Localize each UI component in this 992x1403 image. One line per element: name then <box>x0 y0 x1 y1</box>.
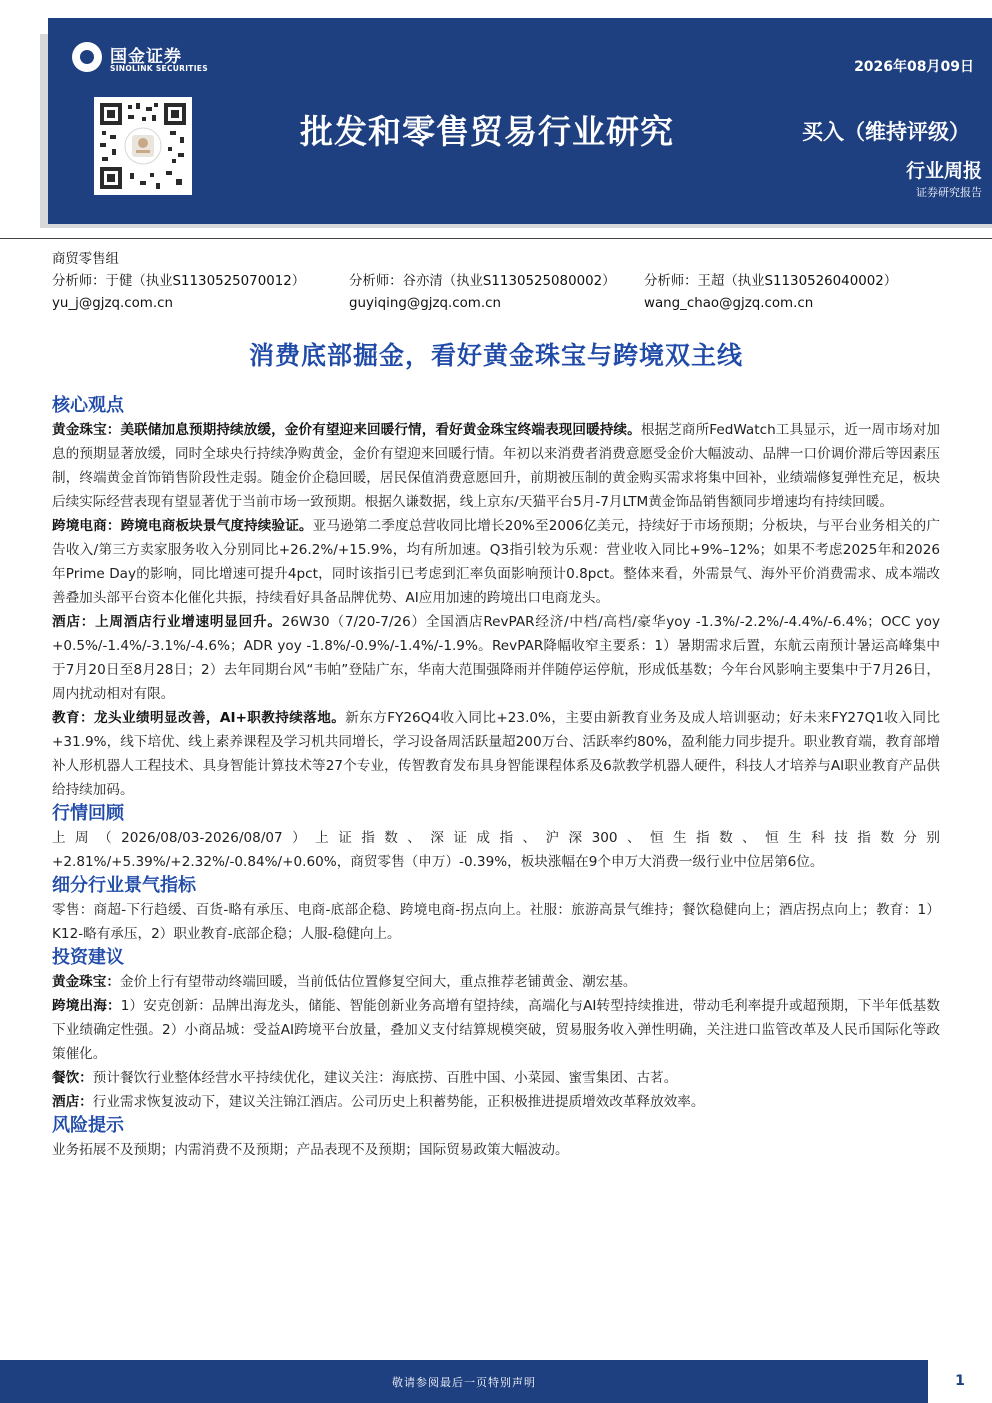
report-headline: 消费底部掘金，看好黄金珠宝与跨境双主线 <box>248 341 743 370</box>
risk-paragraph: 业务拓展不及预期；内需消费不及预期；产品表现不及预期；国际贸易政策大幅波动。 <box>52 1142 569 1158</box>
para-text: 预计餐饮行业整体经营水平持续优化，建议关注：海底捞、百胜中国、小菜园、蜜雪集团、古茗。 <box>92 1070 678 1086</box>
header-divider <box>0 238 992 239</box>
analyst-3 <box>644 271 944 315</box>
report-date: 2026年08月09日 <box>854 59 974 75</box>
analyst-2 <box>349 271 649 315</box>
para-text: 新东方FY26Q4收入同比+23.0%，主要由新教育业务及成人培训驱动；好未来FY27Q1收入同比+31.9%，线下培优、线上素养课程及学习机共同增长，学习设备周活跃量超200万台、活跃率约80%，盈利能力同步提升。职业教育端，教育部增补人形机器人工程技术、具身智能计算技术等27个专业，传智教育发布具身智能课程体系及6款教学机器人硬件，科技人才培养与AI职业教育产品供给持续加码。 <box>52 710 941 798</box>
para-lead: 黄金珠宝：美联储加息预期持续放缓，金价有望迎来回暖行情，看好黄金珠宝终端表现回暖持续。 <box>52 422 641 438</box>
report-body <box>52 394 940 1162</box>
para-lead: 酒店：上周酒店行业增速明显回升。 <box>52 614 282 630</box>
company-logo <box>72 40 232 76</box>
para-lead: 跨境电商：跨境电商板块景气度持续验证。 <box>52 518 313 534</box>
para-lead: 黄金珠宝： <box>52 974 120 990</box>
core-paragraph-gold <box>52 418 940 514</box>
para-text: 金价上行有望带动终端回暖，当前低估位置修复空间大，重点推荐老铺黄金、潮宏基。 <box>119 974 637 990</box>
para-text: 根据芝商所FedWatch工具显示，近一周市场对加息的预期显著放缓，同时全球央行持续净购黄金，金价有望迎来回暖行情。年初以来消费者消费意愿受金价大幅波动、品牌一口价调价滞后等因素压制，终端黄金首饰销售阶段性走弱。随金价企稳回暖，居民保值消费意愿回升，前期被压制的黄金购买需求将集中回补，业绩端修复弹性充足，板块后续实际经营表现有望显著优于当前市场一致预期。根据久谦数据，线上京东/天猫平台5月-7月LTM黄金饰品销售额同步增速均有持续回暖。 <box>52 422 941 510</box>
advice-hotel <box>52 1090 940 1114</box>
analyst-email[interactable]: yu_j@gjzq.com.cn <box>52 296 173 311</box>
report-subtitle: 证券研究报告 <box>916 186 982 199</box>
advice-gold <box>52 970 940 994</box>
logo-name-cn: 国金证券 <box>110 47 182 67</box>
rating-badge: 买入（维持评级） <box>802 120 970 144</box>
analyst-name: 分析师：于健（执业S1130525070012） <box>52 274 306 289</box>
report-type: 行业周报 <box>905 160 982 182</box>
advice-crossborder <box>52 994 940 1066</box>
logo-name-en: SINOLINK SECURITIES <box>110 64 208 73</box>
section-title-core: 核心观点 <box>52 395 124 416</box>
section-title-risk: 风险提示 <box>52 1115 124 1136</box>
analyst-block <box>52 249 898 311</box>
market-paragraph: 上周（2026/08/03-2026/08/07）上证指数、深证成指、沪深300、恒生指数、恒生科技指数分别+2.81%/+5.39%/+2.32%/-0.84%/+0.60%，商贸零售（申万）-0.39%，板块涨幅在9个申万大消费一级行业中位居第6位。 <box>52 830 940 870</box>
analyst-email[interactable]: guyiqing@gjzq.com.cn <box>349 296 501 311</box>
logo-mark-icon <box>72 42 102 72</box>
analyst-name: 分析师：王超（执业S1130526040002） <box>644 274 898 289</box>
section-title-market: 行情回顾 <box>52 803 124 824</box>
analyst-email[interactable]: wang_chao@gjzq.com.cn <box>644 296 814 311</box>
para-text: 1）安克创新：品牌出海龙头，储能、智能创新业务高增有望持续，高端化与AI转型持续推进，带动毛利率提升或超预期，下半年低基数下业绩确定性强。2）小商品城：受益AI跨境平台放量，叠加义支付结算规模突破，贸易服务收入弹性明确，关注进口监管改革及人民币国际化等政策催化。 <box>52 998 941 1062</box>
para-text: 亚马逊第二季度总营收同比增长20%至2006亿美元，持续好于市场预期；分板块，与平台业务相关的广告收入/第三方卖家服务收入分别同比+26.2%/+15.9%，均有所加速。Q3指引较为乐观：营业收入同比+9%–12%；如果不考虑2025年和2026年Prime Day的影响，同比增速可提升4pct，同时该指引已考虑到汇率负面影响预计0.8pct。整体来看，外需景气、海外平价消费需求、成本端改善叠加头部平台资本化催化共振，持续看好具备品牌优势、AI应用加速的跨境出口电商龙头。 <box>52 518 940 606</box>
page-number: 1 <box>928 1360 992 1403</box>
section-title-advice: 投资建议 <box>52 947 124 968</box>
advice-catering <box>52 1066 940 1090</box>
para-text: 26W30（7/20-7/26）全国酒店RevPAR经济/中档/高档/豪华yoy -1.3%/-2.2%/-4.4%/-6.4%；OCC yoy +0.5%/-1.4%/-3.1%/-4.6%；ADR yoy -1.8%/-0.9%/-1.4%/-1.9%。RevPAR降幅收窄主要系：1）暑期需求后置，东航云南预计暑运高峰集中于7月20日至8月28日；2）去年同期台风“韦帕”登陆广东，华南大范围强降雨并伴随停运停航，形成低基数；今年台风影响主要集中于7月26日，周内扰动相对有限。 <box>52 614 940 702</box>
para-lead: 教育：龙头业绩明显改善，AI+职教持续落地。 <box>52 710 346 726</box>
para-lead: 跨境出海： <box>52 998 121 1014</box>
para-text: 行业需求恢复波动下，建议关注锦江酒店。公司历史上积蓄势能，正积极推进提质增效改革释放效率。 <box>92 1094 705 1110</box>
analyst-group: 商贸零售组 <box>52 252 119 267</box>
sub-paragraph: 零售：商超-下行趋缓、百货-略有承压、电商-底部企稳、跨境电商-拐点向上。社服：旅游高景气维持；餐饮稳健向上；酒店拐点向上；教育：1）K12-略有承压，2）职业教育-底部企稳；人服-稳健向上。 <box>52 902 940 942</box>
core-paragraph-crossborder <box>52 514 940 610</box>
footer-disclaimer: 敬请参阅最后一页特别声明 <box>392 1376 536 1389</box>
section-title-sub: 细分行业景气指标 <box>52 875 196 896</box>
analyst-name: 分析师：谷亦清（执业S1130525080002） <box>349 274 616 289</box>
report-title: 批发和零售贸易行业研究 <box>300 112 674 151</box>
qr-code-icon[interactable] <box>94 97 192 195</box>
core-paragraph-education <box>52 706 940 802</box>
core-paragraph-hotel <box>52 610 940 706</box>
para-lead: 酒店： <box>52 1094 93 1110</box>
para-lead: 餐饮： <box>52 1070 93 1086</box>
analyst-1 <box>52 271 352 315</box>
